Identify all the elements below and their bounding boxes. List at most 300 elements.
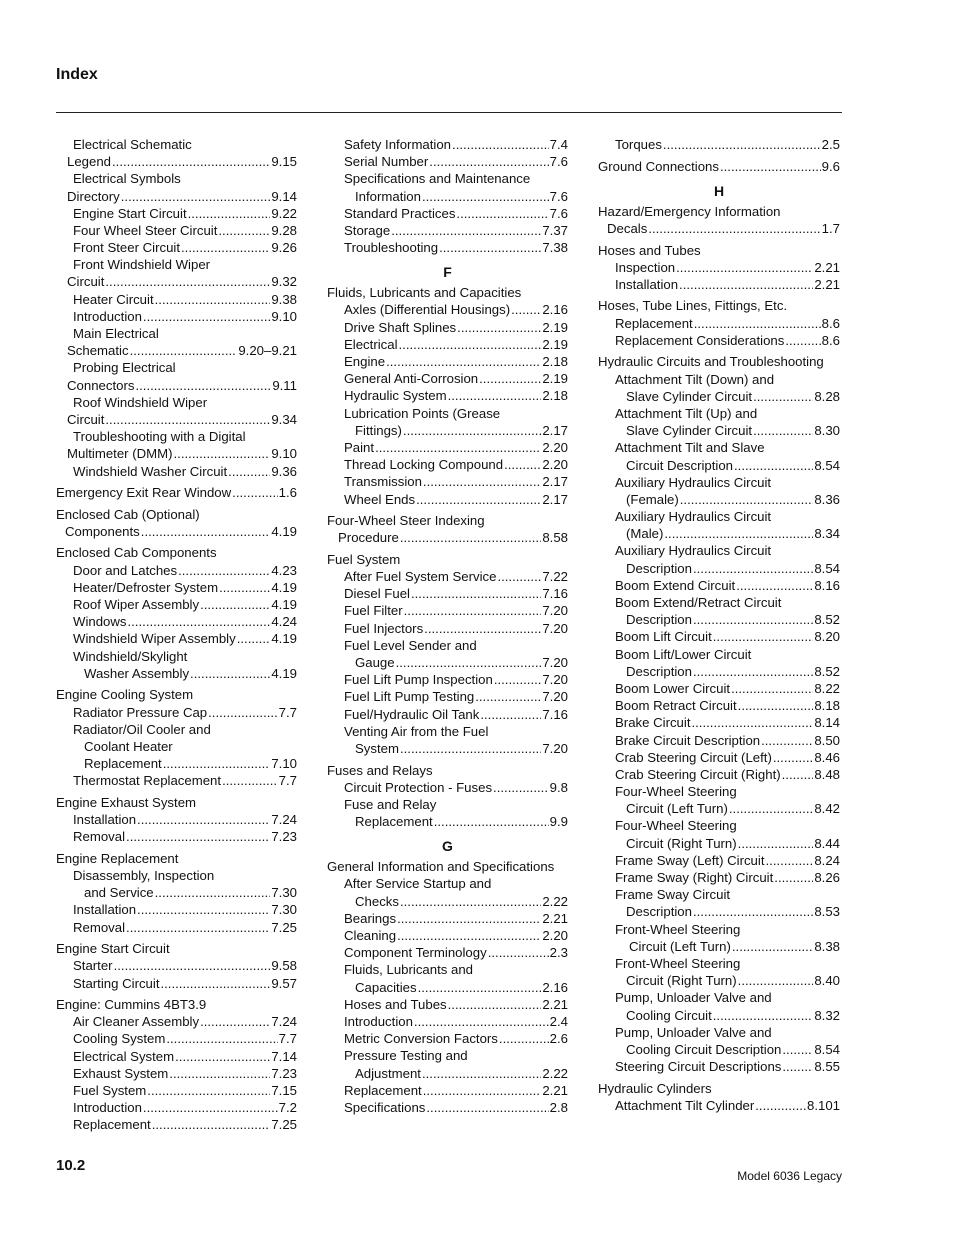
page-reference: 8.36 [814, 491, 840, 507]
index-term: Front-Wheel Steering [615, 921, 741, 937]
index-term: Troubleshooting [344, 240, 439, 256]
index-term: Door and Latches [73, 562, 178, 578]
dot-leader [499, 1030, 549, 1047]
index-term: Fuse and Relay [344, 796, 437, 812]
index-term: General Information and Specifications [327, 859, 555, 875]
index-term: Slave Cylinder Circuit [626, 388, 753, 404]
page-reference: 8.30 [814, 423, 840, 439]
index-term: Windshield Wiper Assembly [73, 631, 236, 647]
index-term: Pump, Unloader Valve and [615, 1024, 772, 1040]
index-term: Windshield/Skylight [73, 648, 188, 664]
index-term: General Anti-Corrosion [344, 371, 479, 387]
index-entry [598, 560, 840, 577]
index-entry [598, 1041, 840, 1058]
page-reference: 9.38 [271, 291, 297, 307]
dot-leader [738, 972, 814, 989]
index-entry [598, 508, 840, 525]
index-entry [327, 875, 568, 892]
index-column-2 [327, 136, 568, 1116]
index-term: Windshield Washer Circuit [73, 463, 228, 479]
index-term: Brake Circuit Description [615, 732, 761, 748]
dot-leader [738, 697, 814, 714]
page-reference: 9.8 [549, 779, 568, 795]
page-reference: 7.20 [542, 620, 568, 636]
index-entry [327, 568, 568, 585]
index-term: Boom Lower Circuit [615, 680, 731, 696]
index-entry [56, 579, 297, 596]
index-term: Electrical System [73, 1048, 175, 1064]
index-entry [56, 867, 297, 884]
index-entry [327, 205, 568, 222]
index-entry [327, 910, 568, 927]
dot-leader [137, 901, 270, 918]
index-term: Safety Information [344, 136, 452, 152]
index-entry [56, 940, 297, 957]
page-reference: 4.19 [271, 665, 297, 681]
page-reference: 7.20 [542, 740, 568, 756]
index-term: Circuit Description [626, 457, 733, 473]
index-term: Axles (Differential Housings) [344, 302, 511, 318]
index-term: Hazard/Emergency Information [598, 203, 781, 219]
index-term: Pump, Unloader Valve and [615, 990, 772, 1006]
index-term: Fluids, Lubricants and [344, 962, 474, 978]
index-term: Fuel Lift Pump Testing [344, 689, 475, 705]
index-entry [327, 740, 568, 757]
page-reference: 8.34 [814, 526, 840, 542]
index-term: Electrical Symbols [73, 171, 181, 187]
index-entry [327, 1065, 568, 1082]
index-term: Troubleshooting with a Digital [73, 429, 246, 445]
page-reference: 2.22 [542, 1065, 568, 1081]
page-reference: 8.54 [814, 1041, 840, 1057]
index-entry [327, 551, 568, 568]
page-reference: 7.30 [271, 885, 297, 901]
page-reference: 9.10 [271, 446, 297, 462]
index-entry [327, 387, 568, 404]
index-term: Starter [73, 958, 113, 974]
index-term: Boom Extend Circuit [615, 577, 736, 593]
index-entry [327, 779, 568, 796]
index-entry [56, 811, 297, 828]
index-term: Fuses and Relays [327, 762, 433, 778]
index-entry [56, 274, 297, 291]
index-term: Auxiliary Hydraulics Circuit [615, 543, 772, 559]
dot-leader [422, 1065, 541, 1082]
index-entry [598, 1058, 840, 1075]
index-entry [56, 975, 297, 992]
index-entry [56, 325, 297, 342]
index-entry [327, 456, 568, 473]
model-name: Model 6036 Legacy [737, 1169, 842, 1183]
dot-leader [418, 979, 542, 996]
header-divider [56, 112, 842, 113]
index-entry [327, 671, 568, 688]
page-reference: 8.24 [814, 852, 840, 868]
dot-leader [155, 884, 271, 901]
page-reference: 7.15 [271, 1083, 297, 1099]
index-entry [327, 336, 568, 353]
index-entry [598, 835, 840, 852]
page-reference: 8.54 [814, 560, 840, 576]
index-entry [56, 1116, 297, 1133]
index-term: Standard Practices [344, 205, 456, 221]
index-entry [598, 388, 840, 405]
dot-leader [676, 259, 813, 276]
page-reference: 7.24 [271, 1014, 297, 1030]
index-term: Specifications and Maintenance [344, 171, 531, 187]
index-term: Checks [355, 893, 399, 909]
dot-leader [174, 445, 271, 462]
index-term: Radiator Pressure Cap [73, 704, 208, 720]
index-entry [327, 637, 568, 654]
page-reference: 9.28 [271, 222, 297, 238]
dot-leader [114, 957, 271, 974]
index-term: Torques [615, 136, 662, 152]
dot-leader [423, 473, 541, 490]
index-term: Coolant Heater [84, 738, 173, 754]
index-term: Installation [615, 276, 679, 292]
page-reference: 2.16 [542, 979, 568, 995]
index-term: Schematic [67, 343, 129, 359]
page-reference: 8.20 [814, 629, 840, 645]
index-term: Circuit Protection - Fuses [344, 779, 493, 795]
index-entry [598, 697, 840, 714]
dot-leader [753, 388, 813, 405]
index-term: Storage [344, 222, 391, 238]
index-entry [598, 938, 840, 955]
dot-leader [736, 577, 813, 594]
index-term: Heater Circuit [73, 291, 154, 307]
index-term: Fuel/Hydraulic Oil Tank [344, 706, 480, 722]
page-reference: 8.52 [814, 663, 840, 679]
dot-leader [457, 319, 541, 336]
page-reference: 7.6 [549, 188, 568, 204]
dot-leader [679, 276, 813, 293]
index-term: Crab Steering Circuit (Right) [615, 766, 781, 782]
index-entry [598, 886, 840, 903]
index-term: Hydraulic Circuits and Troubleshooting [598, 354, 824, 370]
dot-leader [426, 1099, 548, 1116]
index-entry [56, 523, 297, 540]
index-entry [598, 628, 840, 645]
dot-leader [511, 301, 541, 318]
dot-leader [504, 456, 541, 473]
index-term: Engine Cooling System [56, 687, 194, 703]
index-entry [56, 153, 297, 170]
dot-leader [456, 205, 548, 222]
page-reference: 2.17 [542, 422, 568, 438]
page-reference: 2.6 [549, 1031, 568, 1047]
index-entry [598, 749, 840, 766]
index-term: Replacement [344, 1082, 422, 1098]
page-reference: 9.32 [271, 274, 297, 290]
index-term: Radiator/Oil Cooler and [73, 721, 211, 737]
index-entry [56, 755, 297, 772]
index-term: Installation [73, 812, 137, 828]
dot-leader [404, 602, 542, 619]
index-term: Circuit (Left Turn) [626, 801, 728, 817]
index-entry [56, 428, 297, 445]
page-reference: 7.20 [542, 655, 568, 671]
page-reference: 7.7 [278, 1031, 297, 1047]
dot-leader [429, 153, 548, 170]
page-reference: 1.6 [278, 485, 297, 501]
index-term: Fuel System [73, 1083, 147, 1099]
index-term: Cooling Circuit [626, 1007, 712, 1023]
dot-leader [141, 523, 271, 540]
page-reference: 9.20–9.21 [238, 343, 297, 359]
index-entry [56, 239, 297, 256]
index-entry [598, 491, 840, 508]
index-entry [327, 762, 568, 779]
page-reference: 7.14 [271, 1048, 297, 1064]
dot-leader [228, 463, 270, 480]
dot-leader [126, 919, 270, 936]
index-entry [598, 869, 840, 886]
index-term: Legend [67, 154, 112, 170]
page-reference: 8.55 [814, 1059, 840, 1075]
page-reference: 9.58 [271, 958, 297, 974]
index-entry [327, 723, 568, 740]
index-entry [56, 828, 297, 845]
page-reference: 1.7 [821, 220, 840, 236]
index-entry [327, 1082, 568, 1099]
dot-leader [693, 903, 813, 920]
index-entry [56, 342, 297, 359]
page-reference: 9.36 [271, 463, 297, 479]
index-term: Thermostat Replacement [73, 773, 222, 789]
page-reference: 2.19 [542, 371, 568, 387]
index-term: Multimeter (DMM) [67, 446, 173, 462]
index-entry [327, 512, 568, 529]
index-term: Metric Conversion Factors [344, 1031, 498, 1047]
index-entry [327, 858, 568, 875]
page-reference: 4.24 [271, 614, 297, 630]
page-reference: 7.25 [271, 919, 297, 935]
dot-leader [693, 560, 813, 577]
dot-leader [422, 188, 549, 205]
index-term: Cooling Circuit Description [626, 1041, 782, 1057]
dot-leader [386, 353, 541, 370]
page-reference: 7.22 [542, 569, 568, 585]
dot-leader [694, 315, 821, 332]
dot-leader [732, 938, 813, 955]
index-entry [327, 370, 568, 387]
index-entry [598, 714, 840, 731]
index-term: Frame Sway (Right) Circuit [615, 870, 774, 886]
dot-leader [200, 596, 270, 613]
index-term: Attachment Tilt (Up) and [615, 405, 758, 421]
dot-leader [738, 835, 814, 852]
index-entry [56, 445, 297, 462]
index-term: Exhaust System [73, 1065, 169, 1081]
page-reference: 9.9 [549, 814, 568, 830]
dot-leader [112, 153, 270, 170]
index-entry [56, 377, 297, 394]
index-term: Adjustment [355, 1065, 421, 1081]
page-reference: 8.58 [542, 530, 568, 546]
page-reference: 9.34 [271, 411, 297, 427]
page-reference: 2.19 [542, 319, 568, 335]
index-entry [56, 1099, 297, 1116]
index-term: Wheel Ends [344, 491, 416, 507]
index-term: Lubrication Points (Grease [344, 405, 501, 421]
page-reference: 2.19 [542, 336, 568, 352]
page-reference: 8.38 [814, 938, 840, 954]
index-entry [56, 308, 297, 325]
page-reference: 2.21 [542, 1082, 568, 1098]
index-term: Ground Connections [598, 158, 719, 174]
index-entry [598, 852, 840, 869]
index-entry [598, 972, 840, 989]
page-reference: 7.16 [542, 706, 568, 722]
page-reference: 2.20 [542, 439, 568, 455]
index-term: Attachment Tilt and Slave [615, 440, 765, 456]
index-term: Boom Extend/Retract Circuit [615, 595, 782, 611]
page-reference: 9.6 [821, 158, 840, 174]
index-entry [598, 732, 840, 749]
dot-leader [488, 944, 549, 961]
page-reference: 4.23 [271, 562, 297, 578]
page-reference: 2.3 [549, 945, 568, 961]
dot-leader [121, 188, 271, 205]
index-entry [327, 529, 568, 546]
dot-leader [414, 1013, 549, 1030]
dot-leader [782, 766, 814, 783]
index-entry [598, 439, 840, 456]
dot-leader [494, 671, 542, 688]
dot-leader [143, 1099, 278, 1116]
dot-leader [766, 852, 814, 869]
index-entry [56, 686, 297, 703]
index-term: Roof Wiper Assembly [73, 597, 200, 613]
index-term: Auxiliary Hydraulics Circuit [615, 509, 772, 525]
index-term: Introduction [344, 1013, 413, 1029]
page-reference: 2.4 [549, 1013, 568, 1029]
page-reference: 7.6 [549, 154, 568, 170]
dot-leader [403, 422, 541, 439]
index-entry [598, 903, 840, 920]
dot-leader [424, 620, 541, 637]
index-term: System [355, 740, 399, 756]
index-entry [598, 1024, 840, 1041]
page-reference: 2.22 [542, 893, 568, 909]
page-reference: 8.54 [814, 457, 840, 473]
dot-leader [218, 222, 270, 239]
dot-leader [397, 910, 541, 927]
dot-leader [105, 273, 270, 290]
page-reference: 8.48 [814, 766, 840, 782]
index-entry [56, 772, 297, 789]
index-entry [598, 315, 840, 332]
page-reference: 9.22 [271, 205, 297, 221]
index-term: Gauge [355, 655, 395, 671]
dot-leader [160, 975, 270, 992]
index-entry [327, 405, 568, 422]
index-entry [327, 620, 568, 637]
index-term: Circuit (Left Turn) [629, 938, 731, 954]
dot-leader [774, 869, 813, 886]
index-term: Brake Circuit [615, 715, 691, 731]
dot-leader [147, 1082, 270, 1099]
index-entry [327, 422, 568, 439]
index-term: Description [626, 663, 692, 679]
index-term: Emergency Exit Rear Window [56, 485, 232, 501]
dot-leader [237, 630, 271, 647]
page-reference: 7.38 [542, 240, 568, 256]
page-reference: 8.26 [814, 870, 840, 886]
index-entry [327, 319, 568, 336]
page-reference: 4.19 [271, 631, 297, 647]
index-entry [56, 188, 297, 205]
index-entry [56, 996, 297, 1013]
page-reference: 2.21 [814, 276, 840, 292]
dot-leader [785, 332, 820, 349]
index-entry [56, 291, 297, 308]
page-reference: 8.101 [806, 1097, 840, 1113]
dot-leader [126, 828, 270, 845]
page-reference: 8.42 [814, 801, 840, 817]
dot-leader [188, 205, 271, 222]
dot-leader [761, 732, 813, 749]
dot-leader [175, 1048, 270, 1065]
index-term: Venting Air from the Fuel [344, 723, 489, 739]
index-entry [56, 484, 297, 501]
index-entry [327, 353, 568, 370]
dot-leader [166, 1030, 277, 1047]
index-entry [327, 893, 568, 910]
index-term: Inspection [615, 259, 676, 275]
dot-leader [135, 377, 271, 394]
index-entry [327, 961, 568, 978]
dot-leader [163, 755, 271, 772]
dot-leader [720, 158, 821, 175]
index-entry [56, 1065, 297, 1082]
index-term: Fuel Filter [344, 603, 403, 619]
page-reference: 7.6 [549, 205, 568, 221]
section-letter: G [442, 838, 453, 855]
index-term: Boom Retract Circuit [615, 698, 737, 714]
page-reference: 2.17 [542, 474, 568, 490]
index-term: Frame Sway (Left) Circuit [615, 852, 765, 868]
dot-leader [178, 562, 270, 579]
index-term: Four Wheel Steer Circuit [73, 222, 218, 238]
index-entry [327, 136, 568, 153]
index-term: Hydraulic Cylinders [598, 1080, 712, 1096]
index-entry [327, 239, 568, 256]
index-entry [327, 1013, 568, 1030]
dot-leader [222, 772, 278, 789]
index-entry [598, 783, 840, 800]
index-term: Steering Circuit Descriptions [615, 1059, 782, 1075]
index-entry [56, 738, 297, 755]
index-entry [598, 158, 840, 175]
dot-leader [232, 484, 277, 501]
index-term: Electrical [344, 336, 398, 352]
index-entry [56, 205, 297, 222]
index-entry [56, 136, 297, 153]
dot-leader [155, 291, 271, 308]
page-reference: 8.50 [814, 732, 840, 748]
page-reference: 2.16 [542, 302, 568, 318]
index-term: Heater/Defroster System [73, 579, 219, 595]
index-entry [56, 562, 297, 579]
dot-leader [729, 800, 813, 817]
page-reference: 8.6 [821, 332, 840, 348]
index-entry [56, 170, 297, 187]
index-term: Slave Cylinder Circuit [626, 423, 753, 439]
index-entry [598, 371, 840, 388]
